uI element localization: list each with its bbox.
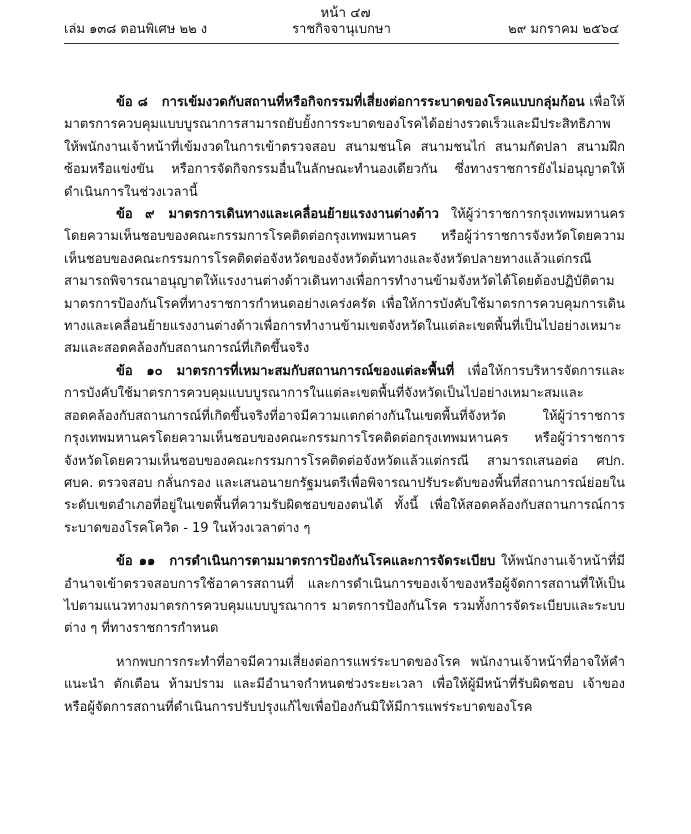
clause-9 xyxy=(64,204,625,361)
clause-text: เพื่อให้การบริหารจัดการและการบังคับใช้มาตรการควบคุมแบบบูรณาการในแต่ละเขตพื้นที่จังหวัดเป็นไปอย่างเหมาะสมและสอดคล้องกับสถานการณ์ที่เกิดขึ้นจริงที่อาจมีความแตกต่างกันในเขตพื้นที่จังหวัด ให้ผู้ว่าราชการกรุงเทพมหานครโดยความเห็นชอบของคณะกรรมการโรคติดต่อกรุงเทพมหานคร หรือผู้ว่าราชการจังหวัดโดยความเห็นชอบของคณะกรรมการโรคติดต่อจังหวัดแล้วแต่กรณี สามารถเสนอต่อ ศปก. ศบค. ตรวจสอบ กลั่นกรอง และเสนอนายกรัฐมนตรีเพื่อพิจารณาปรับระดับของพื้นที่สถานการณ์ย่อยในระดับเขตอำเภอที่อยู่ในเขตพื้นที่ความรับผิดชอบของตนได้ ทั้งนี้ เพื่อให้สอดคล้องกับสถานการณ์การระบาดของโรคโควิด - 19 ในห้วงเวลาต่าง ๆ xyxy=(64,363,625,536)
clause-heading: มาตรการที่เหมาะสมกับสถานการณ์ของแต่ละพื้นที่ xyxy=(176,363,455,379)
clause-number: ข้อ ๘ xyxy=(116,95,148,110)
clause-text: เพื่อให้มาตรการควบคุมแบบบูรณาการสามารถยับยั้งการระบาดของโรคได้อย่างรวดเร็วและมีประสิทธิภาพ ให้พนักงานเจ้าหน้าที่เข้มงวดในการเข้าตรวจสอบ สนามชนโค สนามชนไก่ สนามกัดปลา สนามฝึกซ้อมหรือแข่งขัน หรือการจัดกิจกรรมอื่นในลักษณะทำนองเดียวกัน ซึ่งทางราชการยังไม่อนุญาตให้ดำเนินการในช่วงเวลานี้ xyxy=(64,95,625,200)
publication-name: ราชกิจจานุเบกษา xyxy=(292,22,391,37)
clause-heading: มาตรการเดินทางและเคลื่อนย้ายแรงงานต่างด้าว xyxy=(168,207,439,223)
clause-text: ให้พนักงานเจ้าหน้าที่มีอำนาจเข้าตรวจสอบการใช้อาคารสถานที่ และการดำเนินการของเจ้าของหรือผู้จัดการสถานที่ให้เป็นไปตามแนวทางมาตรการควบคุมแบบบูรณาการ มาตรการป้องกันโรค รวมทั้งการจัดระเบียบและระบบต่าง ๆ ที่ทางราชการกำหนด xyxy=(64,554,625,637)
volume-issue: เล่ม ๑๓๘ ตอนพิเศษ ๒๒ ง xyxy=(64,22,208,37)
paragraph-text: หากพบการกระทำที่อาจมีความเสี่ยงต่อการแพร่ระบาดของโรค พนักงานเจ้าหน้าที่อาจให้คำแนะนำ ตักเตือน ห้ามปราม และมีอำนาจกำหนดช่วงระยะเวลา เพื่อให้ผู้มีหน้าที่รับผิดชอบ เจ้าของ หรือผู้จัดการสถานที่ดำเนินการปรับปรุงแก้ไขเพื่อป้องกันมิให้มีการแพร่ระบาดของโรค xyxy=(64,654,625,715)
clause-heading: การเข้มงวดกับสถานที่หรือกิจกรรมที่เสี่ยงต่อการระบาดของโรคแบบกลุ่มก้อน xyxy=(161,95,585,110)
clause-11 xyxy=(64,551,625,641)
publication-date: ๒๙ มกราคม ๒๕๖๔ xyxy=(508,22,619,37)
page-number: หน้า ๔๗ xyxy=(320,5,371,21)
clause-number: ข้อ ๑๑ xyxy=(116,554,156,570)
clause-number: ข้อ ๑๐ xyxy=(116,363,163,379)
document-body xyxy=(64,92,625,719)
header-divider xyxy=(64,43,619,44)
running-header xyxy=(64,20,619,40)
clause-8 xyxy=(64,92,625,204)
continuation-paragraph xyxy=(64,652,625,719)
clause-10 xyxy=(64,361,625,540)
clause-heading: การดำเนินการตามมาตรการป้องกันโรคและการจัดระเบียบ xyxy=(169,554,496,570)
clause-text: ให้ผู้ว่าราชการกรุงเทพมหานครโดยความเห็นชอบของคณะกรรมการโรคติดต่อกรุงเทพมหานคร หรือผู้ว่าราชการจังหวัดโดยความเห็นชอบของคณะกรรมการโรคติดต่อจังหวัดของจังหวัดต้นทางและจังหวัดปลายทางแล้วแต่กรณี สามารถพิจารณาอนุญาตให้แรงงานต่างด้าวเดินทางเพื่อการทำงานข้ามจังหวัดได้โดยต้องปฏิบัติตามมาตรการป้องกันโรคที่ทางราชการกำหนดอย่างเคร่งครัด เพื่อให้การบังคับใช้มาตรการควบคุมการเดินทางและเคลื่อนย้ายแรงงานต่างด้าวเพื่อการทำงานข้ามเขตจังหวัดในแต่ละเขตพื้นที่เป็นไปอย่างเหมาะสมและสอดคล้องกับสถานการณ์ที่เกิดขึ้นจริง xyxy=(64,207,625,357)
clause-number: ข้อ ๙ xyxy=(116,207,155,223)
